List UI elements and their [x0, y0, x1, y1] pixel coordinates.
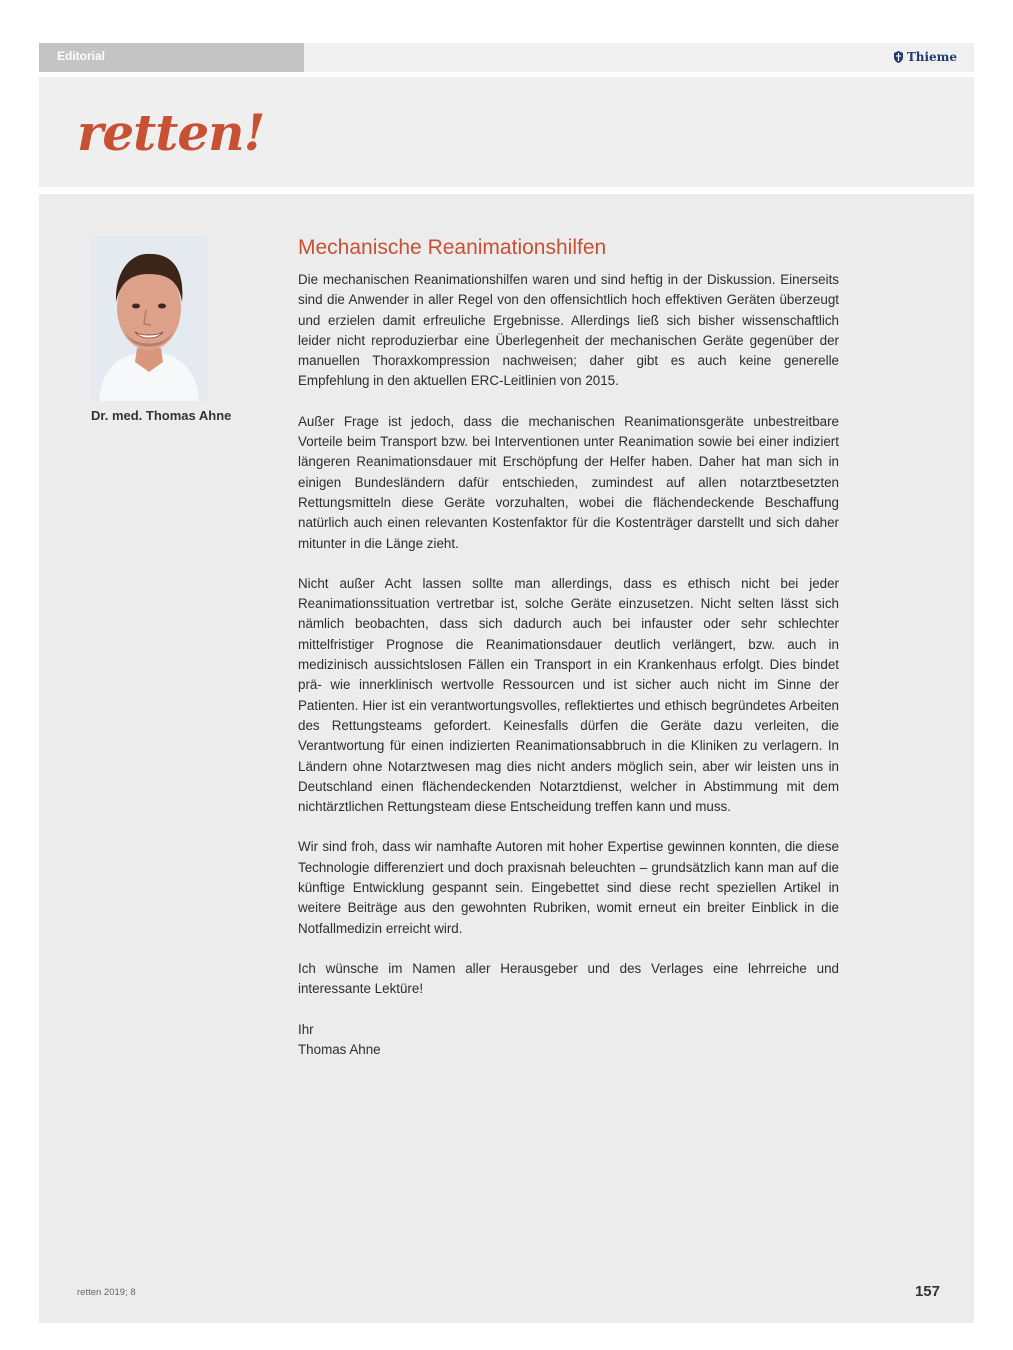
publisher-name: Thieme	[906, 50, 957, 64]
author-portrait	[91, 236, 207, 401]
journal-title: retten!	[77, 103, 265, 162]
article-paragraph: Wir sind froh, dass wir namhafte Autoren mit hoher Expertise gewinnen konnten, die diese Technologie differenziert und doch praxisnah beleuchten – grundsätzlich kann man auf die künftige Entwicklung gespannt sein. Eingebettet sind diese recht speziellen Artikel in weitere Beiträge aus den gewohnten Rubriken, womit erneut ein breiter Einblick in die Notfallmedizin erreicht wird.	[298, 839, 839, 936]
thieme-emblem-icon	[893, 50, 904, 64]
article-paragraph: Nicht außer Acht lassen sollte man allerdings, dass es ethisch nicht bei jeder Reanimationssituation vertretbar ist, solche Geräte einzusetzen. Nicht selten lässt sich nämlich beobachten, dass sich dadurch auch bei infauster oder sehr schlechter mittelfristiger Prognose die Reanimationsdauer deutlich verlängert, bzw. auch in medizinisch aussichtslosen Fällen ein Transport in ein Krankenhaus erfolgt. Dies bindet prä- wie innerklinisch wertvolle Ressourcen und ist sicher auch nicht im Sinne der Patienten. Hier ist ein verantwortungsvolles, reflektiertes und ethisch begründetes Arbeiten des Rettungsteams gefordert. Keinesfalls dürfen die Geräte dazu verleiten, die Verantwortung für einen indizierten Reanimationsabbruch in die Kliniken zu verlagern. In Ländern ohne Notarztwesen mag dies nicht anders möglich sein, aber wir leisten uns in Deutschland einen flächendeckenden Notarztdienst, welcher in Abstimmung mit dem nichtärztlichen Rettungsteam diese Entscheidung treffen kann und muss.	[298, 575, 839, 815]
signoff-name: Thomas Ahne	[298, 1041, 381, 1057]
article-paragraph: Ich wünsche im Namen aller Herausgeber und des Verlages eine lehrreiche und interessante Lektüre!	[298, 960, 839, 997]
section-label: Editorial	[39, 43, 304, 72]
article-paragraph: Außer Frage ist jedoch, dass die mechanischen Reanimationsgeräte unbestreitbare Vorteile beim Transport bzw. bei Interventionen unter Reanimation sowie bei einer indiziert längeren Reanimationsdauer mit Erschöpfung der Helfer haben. Daher hat man sich in einigen Bundesländern dafür entschieden, zumindest auf allen notarztbesetzten Rettungsmitteln diese Geräte vorzuhalten, wobei die flächendeckende Beschaffung natürlich auch einen relevanten Kostenfaktor für die Kostenträger darstellt und sich daher mitunter in die Länge zieht.	[298, 413, 839, 551]
publisher-logo	[893, 50, 957, 64]
citation: retten 2019; 8	[77, 1287, 136, 1298]
article-title: Mechanische Reanimationshilfen	[298, 236, 607, 259]
author-caption: Dr. med. Thomas Ahne	[91, 408, 232, 423]
signoff	[298, 1020, 839, 1061]
article-paragraph: Die mechanischen Reanimationshilfen waren und sind heftig in der Diskussion. Einerseits sind die Anwender in aller Regel von den offensichtlich hoch effektiven Geräten überzeugt und erzielen damit erfreuliche Ergebnisse. Allerdings ließ sich bisher wissenschaftlich leider nicht reproduzierbar eine Überlegenheit der mechanischen Geräte gegenüber der manuellen Thoraxkompression nachweisen; daher gibt es auch keine generelle Empfehlung in den aktuellen ERC-Leitlinien von 2015.	[298, 272, 839, 389]
content-panel	[39, 194, 974, 1323]
masthead	[39, 77, 974, 187]
page-number: 157	[914, 1283, 940, 1300]
author-portrait-illustration	[91, 236, 207, 401]
article	[298, 234, 839, 1060]
signoff-greeting: Ihr	[298, 1021, 314, 1037]
header-bar	[39, 43, 974, 72]
